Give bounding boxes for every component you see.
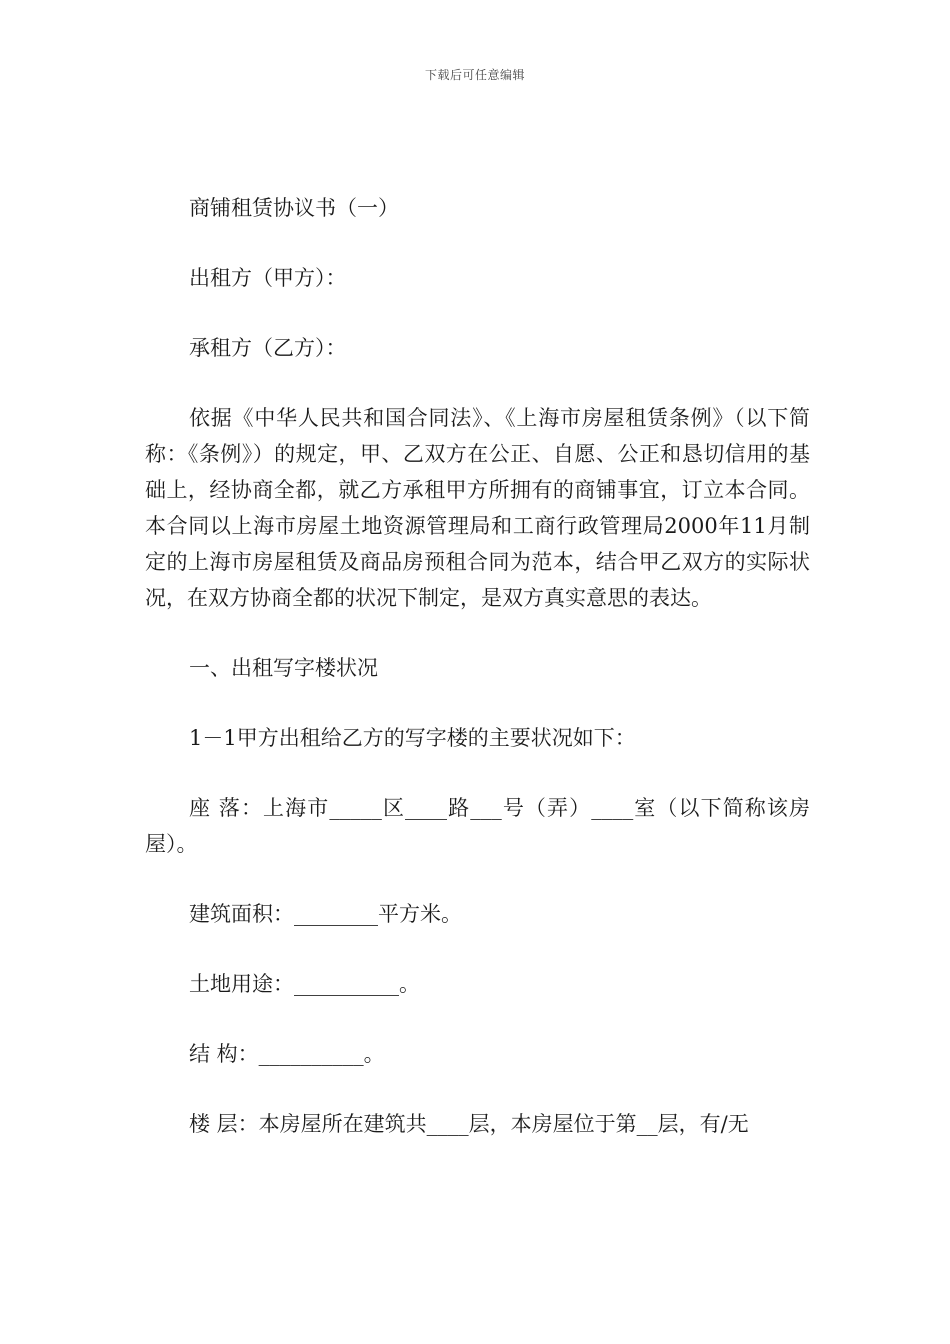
land-use-line: 土地用途：__________。 [189,972,420,996]
floor-area-line: 建筑面积：________平方米。 [189,902,462,926]
location-line: 座 落：上海市_____区____路___号（弄）____室（以下简称该房屋）。 [145,796,810,856]
lessee-line: 承租方（乙方）： [189,336,347,360]
structure-line: 结 构：__________。 [189,1042,385,1066]
preamble-paragraph: 依据《中华人民共和国合同法》、《上海市房屋租赁条例》（以下简称：《条例》）的规定，甲、乙双方在公正、自愿、公正和恳切信用的基础上，经协商全都，就乙方承租甲方所拥有的商铺事宜，订立本合同。本合同以上海市房屋土地资源管理局和工商行政管理局2000年11月制定的上海市房屋租赁及商品房预租合同为范本，结合甲乙双方的实际状况，在双方协商全都的状况下制定，是双方真实意思的表达。 [145,406,810,610]
lessor-line: 出租方（甲方）： [189,266,347,290]
document-title: 商铺租赁协议书（一） [189,196,399,220]
header-note: 下载后可任意编辑 [424,68,525,82]
clause-1-1: 1－1甲方出租给乙方的写字楼的主要状况如下： [189,726,636,750]
section-heading: 一、出租写字楼状况 [189,656,378,680]
document-body [145,190,810,1176]
floor-line: 楼 层：本房屋所在建筑共____层，本房屋位于第__层，有/无 [189,1112,749,1136]
